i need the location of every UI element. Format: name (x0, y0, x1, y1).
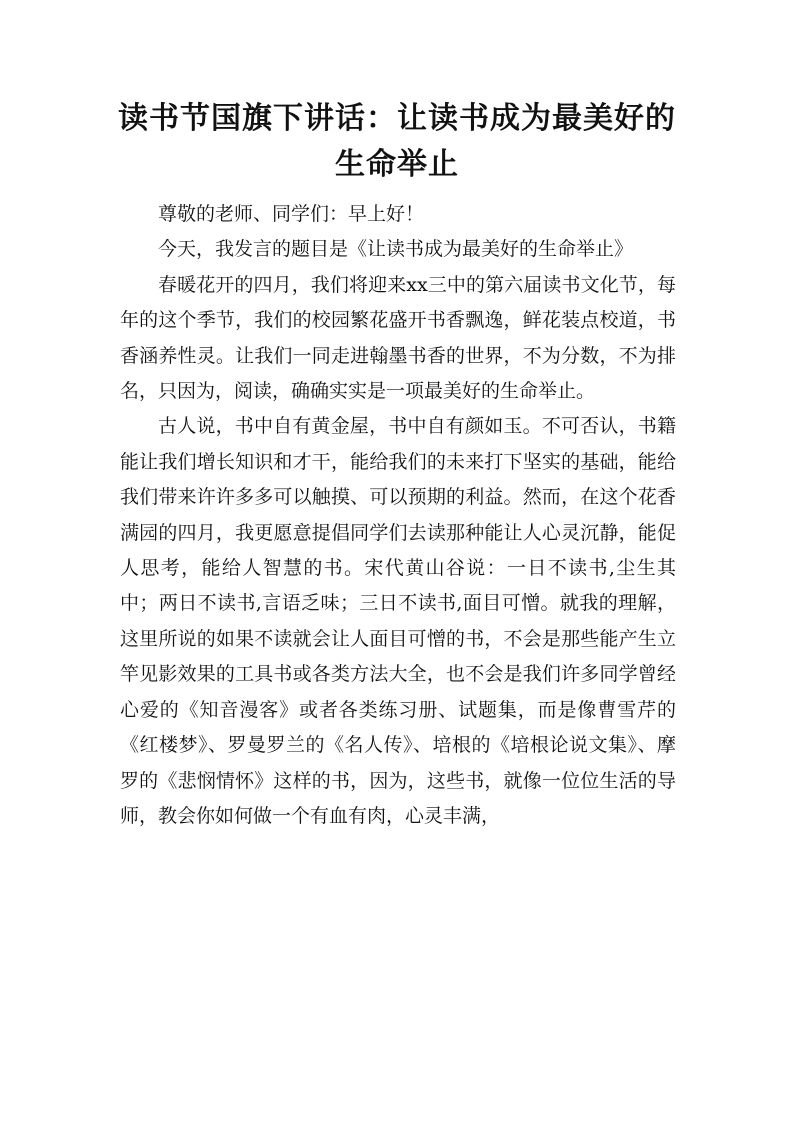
document-body (120, 197, 676, 834)
paragraph-greeting: 尊敬的老师、同学们：早上好！ (158, 203, 425, 225)
paragraph-topic: 今天，我发言的题目是《让读书成为最美好的生命举止》 (158, 238, 634, 261)
document-title: 读书节国旗下讲话：让读书成为最美好的生命举止 (118, 101, 676, 182)
paragraph-ancient-saying: 古人说，书中自有黄金屋，书中自有颜如玉。不可否认，书籍能让我们增长知识和才干，能给我们的未来打下坚实的基础，能给我们带来许许多多可以触摸、可以预期的利益。然而，在这个花香满园的四月，我更愿意提倡同学们去读那种能让人心灵沉静，能促人思考，能给人智慧的书。宋代黄山谷说：一日不读书,尘生其中；两日不读书,言语乏味；三日不读书,面目可憎。就我的理解，这里所说的如果不读就会让人面目可憎的书，不会是那些能产生立竿见影效果的工具书或各类方法大全，也不会是我们许多同学曾经心爱的《知音漫客》或者各类练习册、试题集，而是像曹雪芹的《红楼梦》、罗曼罗兰的《名人传》、培根的《培根论说文集》、摩罗的《悲悯情怀》这样的书，因为，这些书，就像一位位生活的导师，教会你如何做一个有血有肉，心灵丰满， (120, 415, 676, 827)
paragraph-reading-festival: 春暖花开的四月，我们将迎来xx三中的第六届读书文化节，每年的这个季节，我们的校园繁花盛开书香飘逸，鲜花装点校道，书香涵养性灵。让我们一同走进翰墨书香的世界，不为分数，不为排名，只因为，阅读，确确实实是一项最美好的生命举止。 (120, 273, 676, 403)
